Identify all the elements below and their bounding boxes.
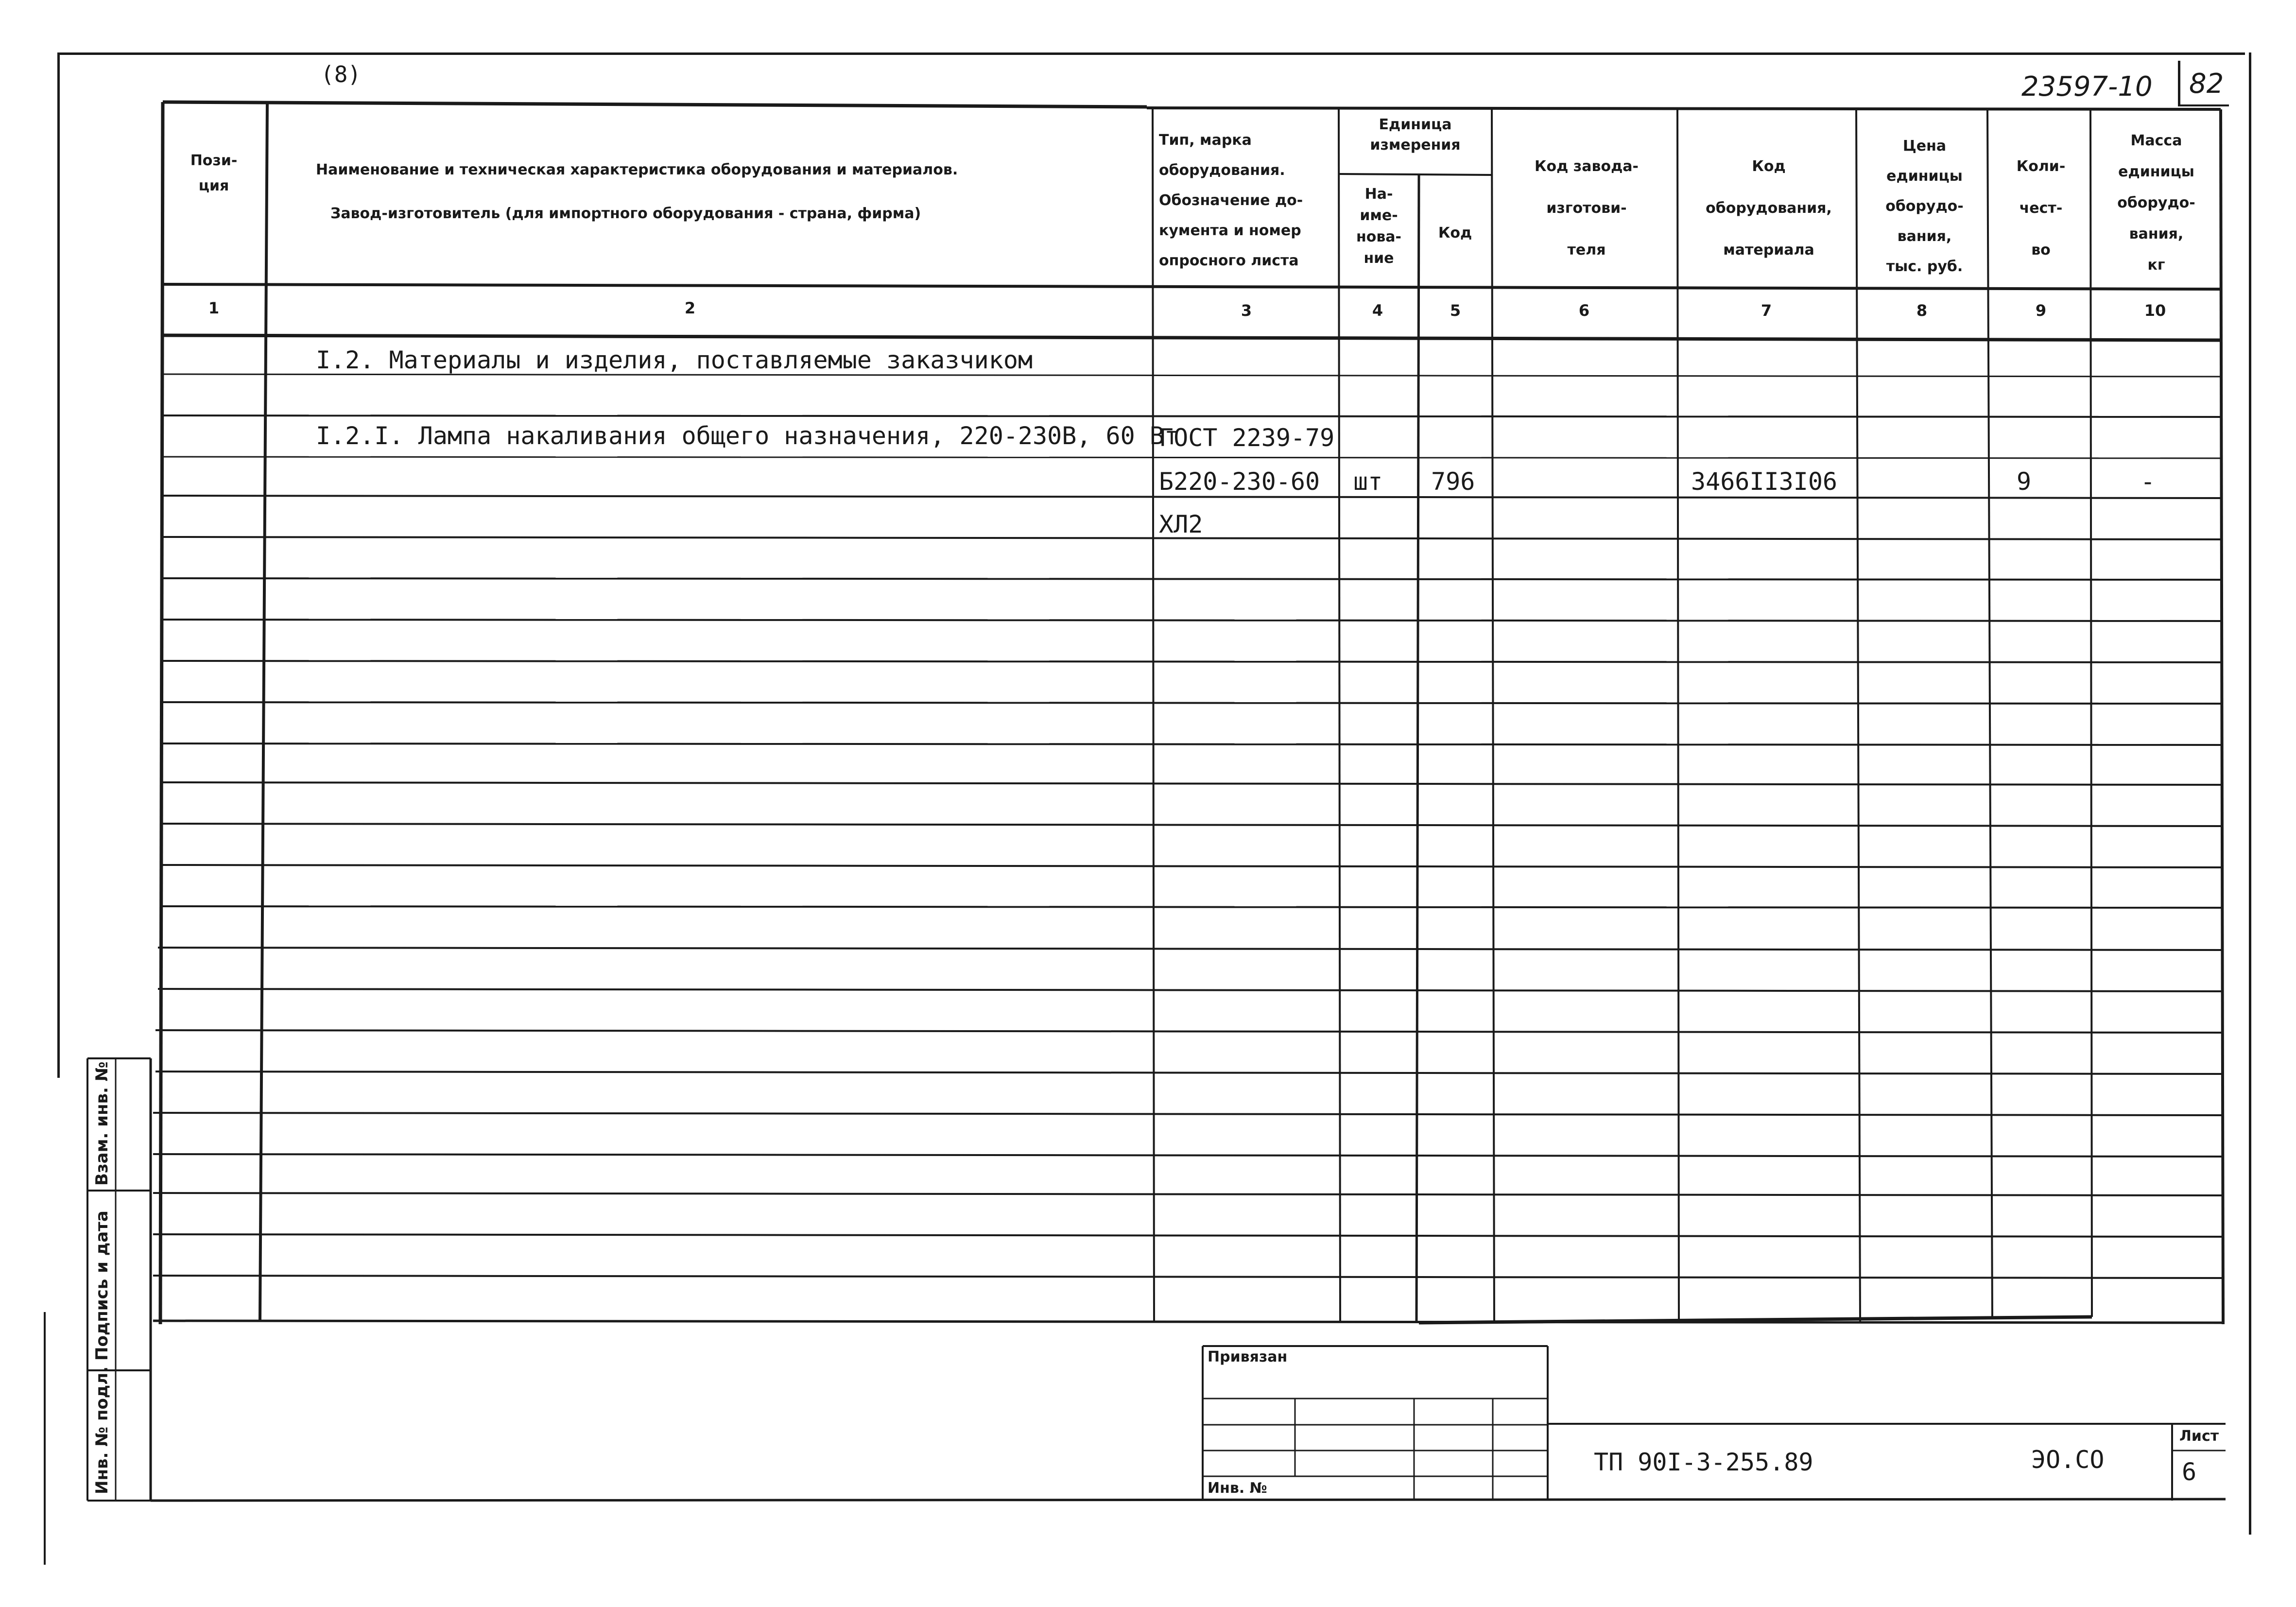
header-unit-code: Код <box>1438 225 1472 242</box>
column-number-10: 10 <box>2144 301 2166 320</box>
item-climate: ХЛ2 <box>1159 510 1203 538</box>
column-number-1: 1 <box>208 299 220 317</box>
item-unit-name: шт <box>1353 467 1383 496</box>
stamp-privyazan: Привязан <box>1208 1348 1288 1365</box>
column-number-3: 3 <box>1241 301 1252 320</box>
item-type: Б220-230-60 <box>1159 467 1320 496</box>
archive-number: 23597-10 <box>2021 71 2153 103</box>
item-mass: - <box>2141 467 2156 496</box>
item-unit-code: 796 <box>1431 467 1475 496</box>
header-unit-name: На- име- нова- ние <box>1356 186 1402 267</box>
sheet-marker: (8) <box>321 61 362 87</box>
section-code: ЭО.СО <box>2031 1446 2105 1474</box>
section-title: I.2. Материалы и изделия, поставляемые заказчиком <box>316 346 1033 374</box>
header-unit: Единица измерения <box>1370 116 1461 154</box>
header-mass: Масса единицы оборудо- вания, кг <box>2117 132 2195 274</box>
column-number-7: 7 <box>1761 301 1772 320</box>
header-type: Тип, марка оборудования. Обозначение до- кумента и номер опросного листа <box>1159 132 1303 269</box>
column-number-4: 4 <box>1372 301 1383 320</box>
side-label-signature-date: Подпись и дата <box>92 1210 112 1361</box>
column-number-8: 8 <box>1916 301 1928 320</box>
stamp-inv-no: Инв. № <box>1208 1480 1267 1497</box>
column-number-9: 9 <box>2035 301 2047 320</box>
sheet-label: Лист <box>2179 1428 2219 1445</box>
column-number-5: 5 <box>1450 301 1461 320</box>
column-number-2: 2 <box>684 299 696 317</box>
header-position: Пози- ция <box>190 152 238 194</box>
header-name: Наименование и техническая характеристика оборудования и материалов. Завод-изготовитель (для импортного оборудования - страна, фирма) <box>316 161 958 222</box>
item-equipment-code: 3466II3I06 <box>1691 467 1838 496</box>
sheet-number: 6 <box>2182 1458 2197 1486</box>
item-standard: ГОСТ 2239-79 <box>1159 424 1335 452</box>
header-factory-code: Код завода- изготови- теля <box>1535 158 1639 259</box>
archive-page: 82 <box>2189 68 2224 100</box>
side-label-replacement-inv: Взам. инв. № <box>92 1061 112 1186</box>
header-quantity: Коли- чест- во <box>2016 158 2066 259</box>
side-label-original-inv: Инв. № подл. <box>92 1366 112 1494</box>
header-equipment-code: Код оборудования, материала <box>1706 158 1832 259</box>
doc-code: ТП 90I-3-255.89 <box>1594 1448 1813 1476</box>
item-quantity: 9 <box>2017 467 2032 496</box>
item-description: I.2.I. Лампа накаливания общего назначения, 220-230В, 60 Вт <box>316 422 1179 450</box>
column-number-6: 6 <box>1578 301 1590 320</box>
header-price: Цена единицы оборудо- вания, тыс. руб. <box>1885 138 1964 275</box>
